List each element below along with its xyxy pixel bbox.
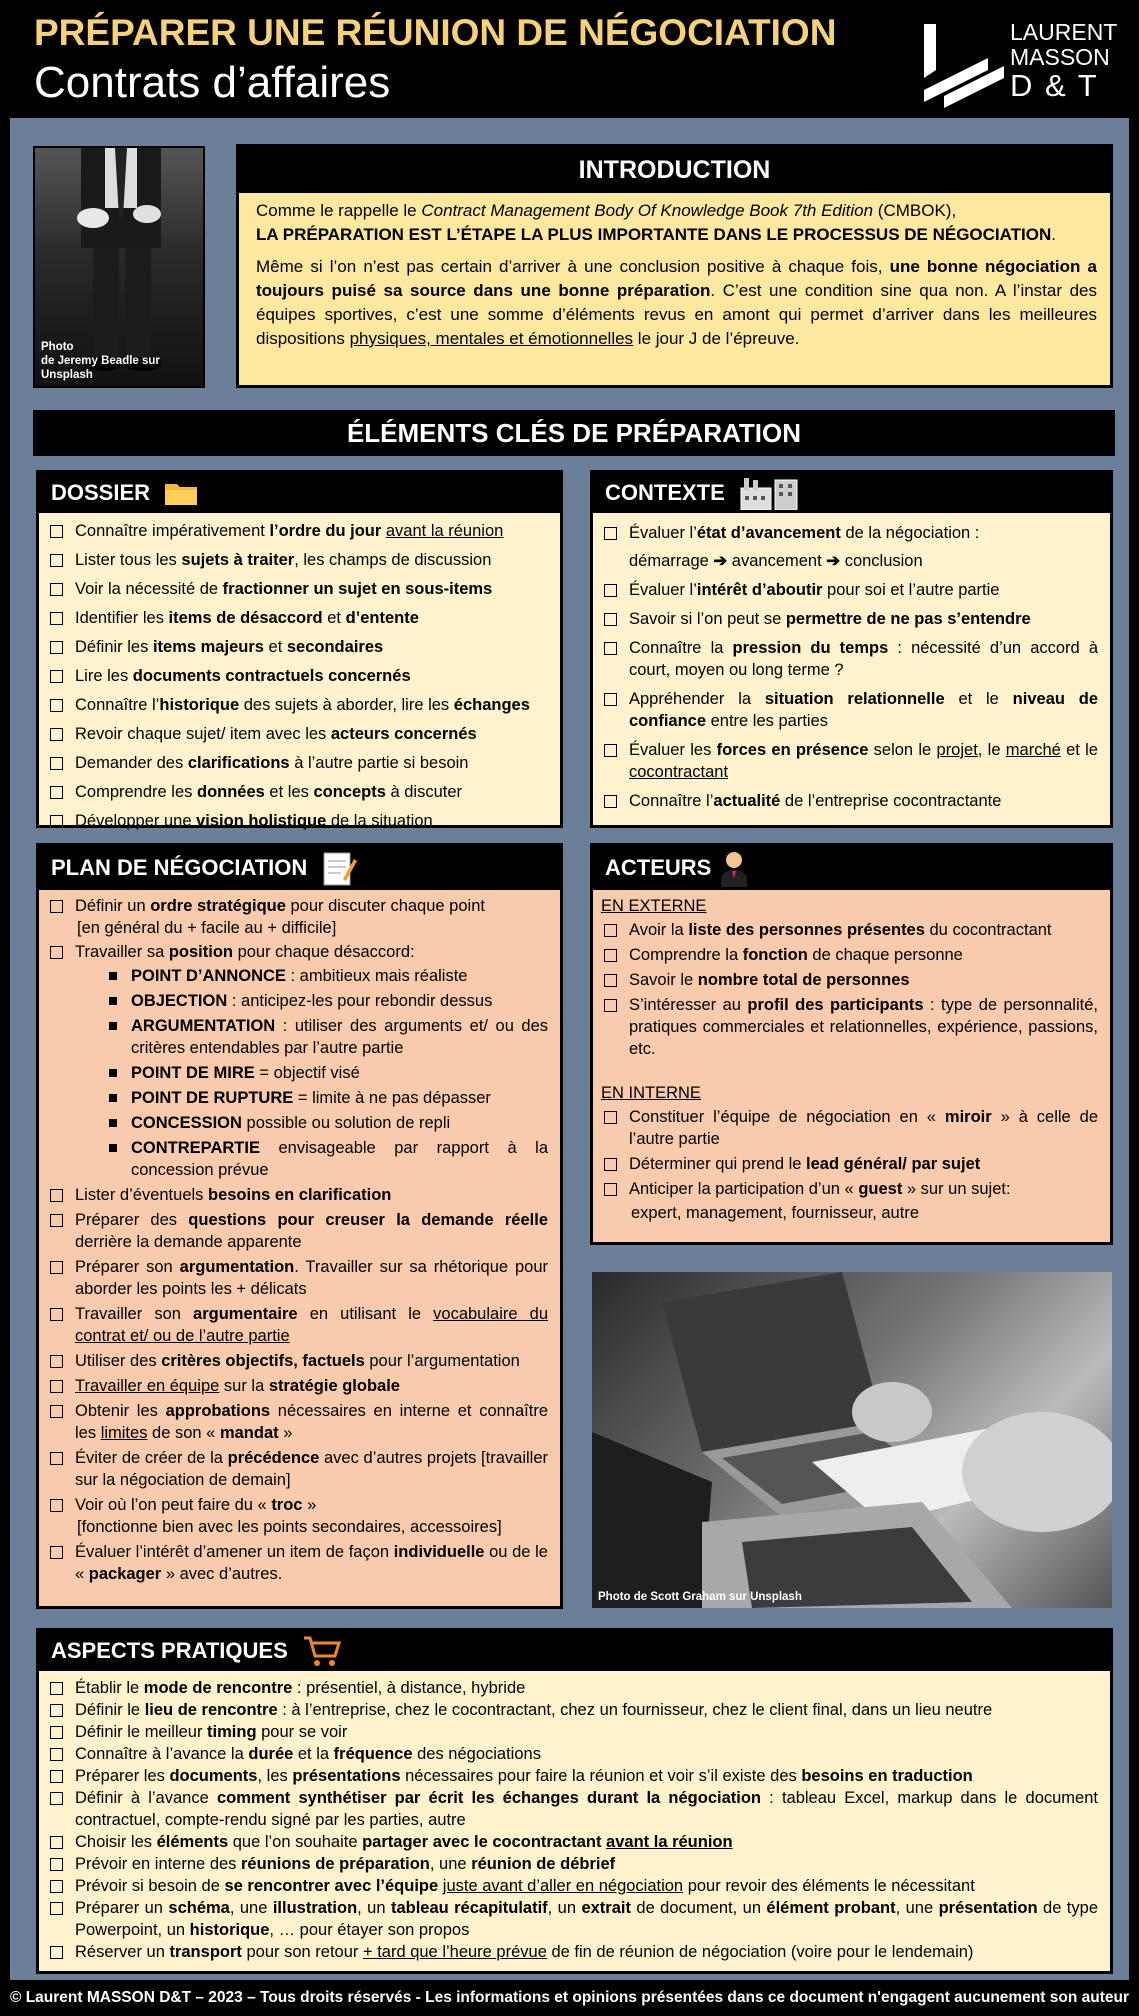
sub-list-item: OBJECTION : anticipez-les pour rebondir dessus [107,990,548,1012]
list-item: Préparer les documents, les présentations nécessaires pour faire la réunion et voir s’il existe des besoins en traduction [47,1765,1098,1787]
folder-icon [164,480,198,506]
dossier-header [39,473,560,513]
plan-list [39,890,560,1585]
list-item: Lire les documents contractuels concernés [47,665,548,687]
sub-list-item: CONCESSION possible ou solution de repli [107,1112,548,1134]
sub-list-item: CONTREPARTIE envisageable par rapport à la concession prévue [107,1137,548,1181]
intro-panel [236,144,1113,388]
list-item: Obtenir les approbations nécessaires en interne et connaître les limites de son « mandat » [47,1400,548,1444]
plan-list-2 [47,941,548,963]
list-item: Définir les items majeurs et secondaires [47,636,548,658]
logo-line-3: D & T [1010,68,1099,103]
list-item: Préparer un schéma, une illustration, un tableau récapitulatif, un extrait de document, un élément probant, une présentation de type Powerpoint, un historique, … pour étayer son propos [47,1897,1098,1941]
acteurs-externe-heading: EN EXTERNE [601,897,707,915]
aspects-header [39,1631,1110,1671]
memo-icon [321,849,357,887]
plan-panel [36,843,563,1609]
logo-text [1010,20,1117,102]
intro-body [239,193,1110,351]
sub-list-item: POINT DE MIRE = objectif visé [107,1062,548,1084]
person-icon [719,849,749,887]
list-item: Travailler son argumentaire en utilisant le vocabulaire du contrat et/ ou de l’autre partie [47,1303,548,1347]
contexte-header [593,473,1110,513]
laptops-illustration [592,1272,1112,1608]
list-item: Constituer l’équipe de négociation en « miroir » à celle de l’autre partie [601,1106,1098,1150]
list-item: Anticiper la participation d’un « guest » sur un sujet: [601,1178,1098,1200]
list-item: Préparer son argumentation. Travailler sur sa rhétorique pour aborder les points les + délicats [47,1256,548,1300]
list-item: Définir le meilleur timing pour se voir [47,1721,1098,1743]
list-item: Éviter de créer de la précédence avec d’autres projets [travailler sur la négociation de demain] [47,1447,548,1491]
logo-line-2: MASSON [1010,44,1110,70]
factory-icon [739,476,799,510]
photo1-caption-line2: de Jeremy Beadle sur Unsplash [41,355,160,381]
contexte-panel [590,470,1113,828]
acteurs-interne-list [601,1106,1098,1200]
list-item: Développer une vision holistique de la situation [47,810,548,832]
list-item: Utiliser des critères objectifs, factuels pour l’argumentation [47,1350,548,1372]
list-item: S’intéresser au profil des participants : type de personnalité, pratiques commerciales et relationnelles, expérience, passions, etc. [601,994,1098,1060]
list-item: Comprendre la fonction de chaque personne [601,944,1098,966]
photo1-caption-line1: Photo [41,341,74,353]
list-item: Établir le mode de rencontre : présentiel, à distance, hybride [47,1677,1098,1699]
intro-paragraph-1: Comme le rappelle le Contract Management Body Of Knowledge Book 7th Edition (CMBOK), LA PRÉPARATION EST L’ÉTAPE LA PLUS IMPORTANTE DANS LE PROCESSUS DE NÉGOCIATION. [256,201,1057,244]
list-item: Évaluer l’intérêt d’amener un item de façon individuelle ou de le « packager » avec d’autres. [47,1541,548,1585]
aspects-list [39,1671,1110,1963]
list-item: Connaître impérativement l’ordre du jour avant la réunion [47,520,548,542]
list-item: Évaluer l’état d’avancement de la négociation : [601,522,1098,544]
intro-title: INTRODUCTION [239,147,1110,193]
cart-icon [302,1634,342,1668]
list-item: Avoir la liste des personnes présentes du cocontractant [601,919,1098,941]
list-item: Évaluer l’intérêt d’aboutir pour soi et l’autre partie [601,579,1098,601]
list-item: Appréhender la situation relationnelle et le niveau de confiance entre les parties [601,688,1098,732]
contexte-list [593,513,1110,812]
aspects-panel [36,1628,1113,1974]
list-item: Revoir chaque sujet/ item avec les acteurs concernés [47,723,548,745]
list-item: Lister tous les sujets à traiter, les champs de discussion [47,549,548,571]
plan-sublist [107,965,548,1181]
acteurs-panel [590,843,1113,1245]
list-item: Déterminer qui prend le lead général/ par sujet [601,1153,1098,1175]
plan-title: PLAN DE NÉGOCIATION [51,855,308,880]
sub-list-item: ARGUMENTATION : utiliser des arguments et/ ou des critères entendables par l’autre partie [107,1015,548,1059]
plan-header [39,846,560,890]
photo-laptops [592,1272,1112,1608]
list-item: Identifier les items de désaccord et d’entente [47,607,548,629]
plan-note-2: [fonctionne bien avec les points secondaires, accessoires] [77,1518,502,1536]
key-elements-title: ÉLÉMENTS CLÉS DE PRÉPARATION [33,410,1115,456]
sub-list-item: POINT D’ANNONCE : ambitieux mais réaliste [107,965,548,987]
list-item: Travailler en équipe sur la stratégie globale [47,1375,548,1397]
acteurs-interne-heading: EN INTERNE [601,1084,701,1102]
list-item: Connaître l’actualité de l’entreprise cocontractante [601,790,1098,812]
list-item: Réserver un transport pour son retour + tard que l’heure prévue de fin de réunion de négociation (voire pour le lendemain) [47,1941,1098,1963]
list-item: Connaître la pression du temps : nécessité d’un accord à court, moyen ou long terme ? [601,637,1098,681]
photo1-caption [41,340,203,382]
logo-line-1: LAURENT [1010,19,1118,45]
list-item: Demander des clarifications à l’autre partie si besoin [47,752,548,774]
acteurs-note: expert, management, fournisseur, autre [631,1204,919,1222]
list-item: Connaître l’historique des sujets à aborder, lire les échanges [47,694,548,716]
list-item: Lister d’éventuels besoins en clarification [47,1184,548,1206]
acteurs-externe-list [601,919,1098,1060]
list-item: Voir la nécessité de fractionner un sujet en sous-items [47,578,548,600]
list-item: Prévoir en interne des réunions de préparation, une réunion de débrief [47,1853,1098,1875]
logo-mark-icon [918,20,1010,112]
dossier-list [39,513,560,832]
contexte-title: CONTEXTE [605,480,725,505]
list-item: démarrage ➔ avancement ➔ conclusion [629,552,923,570]
list-item: Savoir si l’on peut se permettre de ne pas s’entendre [601,608,1098,630]
plan-list-1 [47,895,548,917]
list-item: Voir où l’on peut faire du « troc » [47,1494,548,1516]
list-item: Évaluer les forces en présence selon le projet, le marché et le cocontractant [601,739,1098,783]
list-item: Définir un ordre stratégique pour discuter chaque point [47,895,548,917]
list-item: Définir à l’avance comment synthétiser par écrit les échanges durant la négociation : tableau Excel, markup dans le document contractuel, compte-rendu signé par les parties, autre [47,1787,1098,1831]
footer: © Laurent MASSON D&T – 2023 – Tous droits réservés - Les informations et opinions présentées dans ce document n'engagent aucunement son auteur [0,1980,1139,2016]
list-item: Travailler sa position pour chaque désaccord: [47,941,548,963]
plan-list-3 [47,1184,548,1516]
photo-businessman [33,146,205,388]
plan-note-1: [en général du + facile au + difficile] [77,919,337,937]
page-subtitle: Contrats d’affaires [34,58,391,107]
acteurs-header [593,846,1110,890]
list-item: Définir le lieu de rencontre : à l’entreprise, chez le cocontractant, chez un fournisseur, chez le client final, dans un lieu neutre [47,1699,1098,1721]
aspects-title: ASPECTS PRATIQUES [51,1638,288,1663]
sub-list-item: POINT DE RUPTURE = limite à ne pas dépasser [107,1087,548,1109]
plan-list-4 [47,1541,548,1585]
acteurs-title: ACTEURS [605,855,712,880]
list-item: Comprendre les données et les concepts à discuter [47,781,548,803]
list-item: Savoir le nombre total de personnes [601,969,1098,991]
intro-paragraph-2: Même si l’on n’est pas certain d’arriver à une conclusion positive à chaque fois, une bonne négociation a toujours puisé sa source dans une bonne préparation. C’est une condition sine qua non. A l’instar des équipes sportives, c’est une somme d’éléments revus en amont qui permet d’arriver dans les meilleures dispositions physiques, mentales et émotionnelles le jour J de l’épreuve. [256,257,1097,348]
photo2-caption: Photo de Scott Graham sur Unsplash [598,1591,802,1603]
page-title: PRÉPARER UNE RÉUNION DE NÉGOCIATION [34,12,837,53]
list-item: Prévoir si besoin de se rencontrer avec l’équipe juste avant d’aller en négociation pour revoir des éléments le nécessitant [47,1875,1098,1897]
list-item: Choisir les éléments que l’on souhaite partager avec le cocontractant avant la réunion [47,1831,1098,1853]
list-item: Connaître à l’avance la durée et la fréquence des négociations [47,1743,1098,1765]
dossier-title: DOSSIER [51,480,151,505]
acteurs-body [593,890,1110,1224]
dossier-panel [36,470,563,828]
list-item: Préparer des questions pour creuser la demande réelle derrière la demande apparente [47,1209,548,1253]
